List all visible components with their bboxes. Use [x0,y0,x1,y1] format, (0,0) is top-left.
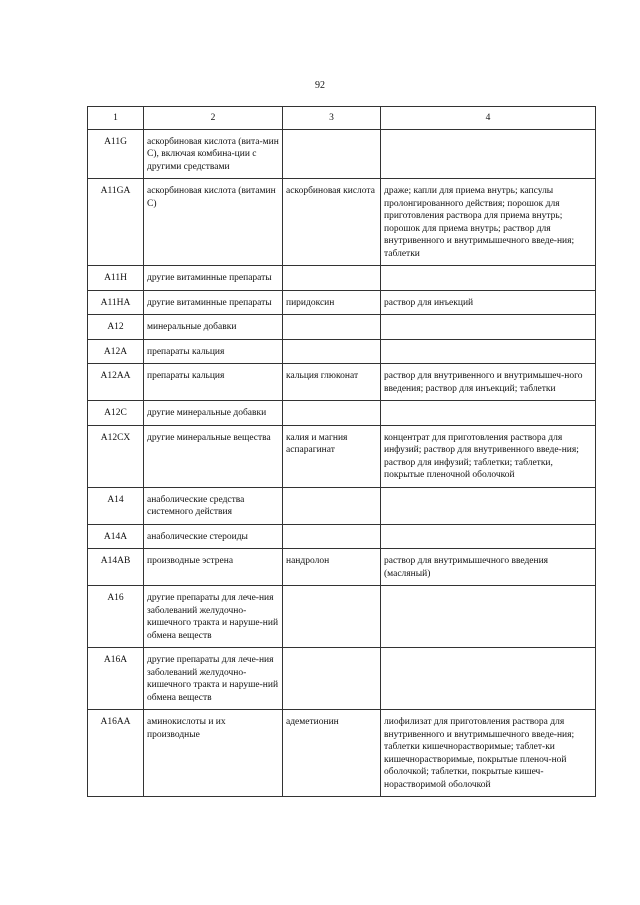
drug-cell: аскорбиновая кислота [283,179,381,266]
group-cell: другие минеральные вещества [144,425,283,487]
table-row [88,339,596,364]
drug-table [87,106,596,797]
header-col-4: 4 [381,107,596,130]
page-number: 92 [315,80,325,91]
table-row [88,364,596,401]
table-header-row [88,107,596,130]
atc-code-cell: A14 [88,487,144,524]
drug-cell: пиридоксин [283,290,381,315]
forms-cell: драже; капли для приема внутрь; капсулы пролонгированного действия; порошок для приготовления раствора для приема внутрь; порошок для приема внутрь; раствор для внутривенного и внутримышечного введе-ния; таблетки [381,179,596,266]
atc-code-cell: A11G [88,129,144,179]
header-col-2: 2 [144,107,283,130]
forms-cell [381,586,596,648]
forms-cell: лиофилизат для приготовления раствора для внутривенного и внутримышечного введе-ния; таблетки кишечнорастворимые; таблет-ки кишечнорастворимые, покрытые пленоч-ной оболочкой; таблетки, покрытые кишеч-норастворимой оболочкой [381,710,596,797]
group-cell: другие препараты для лече-ния заболеваний желудочно-кишечного тракта и наруше-ний обмена веществ [144,586,283,648]
drug-cell: кальция глюконат [283,364,381,401]
group-cell: препараты кальция [144,339,283,364]
group-cell: производные эстрена [144,549,283,586]
drug-cell [283,339,381,364]
group-cell: анаболические стероиды [144,524,283,549]
drug-cell: калия и магния аспарагинат [283,425,381,487]
forms-cell [381,524,596,549]
forms-cell [381,129,596,179]
group-cell: другие препараты для лече-ния заболеваний желудочно-кишечного тракта и наруше-ний обмена веществ [144,648,283,710]
group-cell: анаболические средства системного действия [144,487,283,524]
atc-code-cell: A11GA [88,179,144,266]
table-row [88,179,596,266]
table-row [88,648,596,710]
table-row [88,315,596,340]
table-row [88,266,596,291]
forms-cell [381,648,596,710]
header-col-3: 3 [283,107,381,130]
drug-cell [283,315,381,340]
group-cell: другие витаминные препараты [144,266,283,291]
forms-cell [381,487,596,524]
table-row [88,586,596,648]
table-row [88,524,596,549]
group-cell: препараты кальция [144,364,283,401]
table-row [88,425,596,487]
forms-cell: раствор для инъекций [381,290,596,315]
atc-code-cell: A16AA [88,710,144,797]
header-col-1: 1 [88,107,144,130]
group-cell: аскорбиновая кислота (вита-мин С), включая комбина-ции с другими средствами [144,129,283,179]
table-row [88,401,596,426]
drug-cell [283,129,381,179]
forms-cell [381,315,596,340]
atc-code-cell: A12AA [88,364,144,401]
drug-cell [283,401,381,426]
forms-cell [381,401,596,426]
forms-cell [381,266,596,291]
table-row [88,487,596,524]
table-row [88,129,596,179]
atc-code-cell: A11H [88,266,144,291]
drug-cell: нандролон [283,549,381,586]
group-cell: другие витаминные препараты [144,290,283,315]
drug-cell [283,524,381,549]
drug-cell: адеметионин [283,710,381,797]
atc-code-cell: A12A [88,339,144,364]
forms-cell: раствор для внутримышечного введения (масляный) [381,549,596,586]
table-row [88,549,596,586]
group-cell: другие минеральные добавки [144,401,283,426]
group-cell: минеральные добавки [144,315,283,340]
drug-cell [283,487,381,524]
drug-cell [283,586,381,648]
group-cell: аскорбиновая кислота (витамин С) [144,179,283,266]
drug-cell [283,266,381,291]
atc-code-cell: A16A [88,648,144,710]
table-row [88,710,596,797]
atc-code-cell: A12C [88,401,144,426]
atc-code-cell: A16 [88,586,144,648]
atc-code-cell: A14AB [88,549,144,586]
forms-cell: раствор для внутривенного и внутримышеч-ного введения; раствор для инъекций; таблетки [381,364,596,401]
forms-cell: концентрат для приготовления раствора для инфузий; раствор для внутривенного введе-ния; раствор для инфузий; таблетки; таблетки, покрытые пленочной оболочкой [381,425,596,487]
drug-cell [283,648,381,710]
atc-code-cell: A11HA [88,290,144,315]
atc-code-cell: A12 [88,315,144,340]
table-row [88,290,596,315]
atc-code-cell: A14A [88,524,144,549]
atc-code-cell: A12CX [88,425,144,487]
group-cell: аминокислоты и их производные [144,710,283,797]
forms-cell [381,339,596,364]
